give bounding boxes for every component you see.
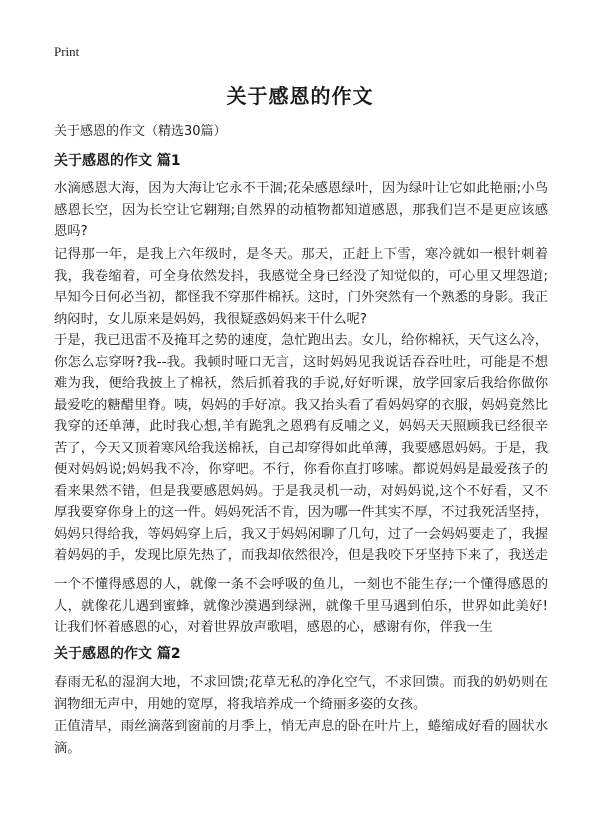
paragraph: 于是，我已迅雷不及掩耳之势的速度，急忙跑出去。女儿，给你棉袄，天气这么冷，你怎么忘穿呀?我--我。我顿时哑口无言，这时妈妈见我说话吞吞吐吐，可能是不想难为我，便给我披上了棉袄，然后抓着我的手说,好好听课，放学回家后我给你做你最爱吃的糖醋里脊。咦，妈妈的手好凉。我又抬头看了看妈妈穿的衣服，妈妈竟然比我穿的还单薄，此时我心想,羊有跪乳之恩鸦有反哺之义，妈妈天天照顾我已经很辛苦了，今天又顶着寒风给我送棉袄，自己却穿得如此单薄，我要感恩妈妈。于是，我便对妈妈说;妈妈我不冷，你穿吧。不行，你看你直打哆嗦。都说妈妈是最爱孩子的看来果然不错，但是我要感恩妈妈。于是我灵机一动，对妈妈说,这个不好看，又不厚我要穿你身上的这一件。妈妈死活不肯，因为哪一件其实不厚，不过我死活坚持，妈妈只得给我，等妈妈穿上后，我又于妈妈闲聊了几句，过了一会妈妈要走了，我握着妈妈的手，发现比原先热了，而我却依然很冷，但是我咬下牙坚持下来了，我送走 (54, 333, 548, 562)
paragraph: 春雨无私的湿润大地，不求回馈;花草无私的净化空气，不求回馈。而我的奶奶则在润物细无声中，用她的宽厚，将我培养成一个绮丽多姿的女孩。 (54, 675, 548, 712)
paragraph: 正值清早，雨丝滴落到窗前的月季上，悄无声息的卧在叶片上，蜷缩成好看的圆状水滴。 (54, 719, 548, 756)
print-label[interactable]: Print (54, 44, 80, 59)
document-subtitle: 关于感恩的作文（精选30篇） (54, 124, 227, 139)
section-heading-2: 关于感恩的作文 篇2 (54, 646, 181, 662)
document-title: 关于感恩的作文 (226, 84, 374, 108)
paragraph: 水滴感恩大海，因为大海让它永不干涸;花朵感恩绿叶，因为绿叶让它如此艳丽;小鸟感恩长空，因为长空让它翱翔;自然界的动植物都知道感恩，那我们岂不是更应该感恩吗? (54, 181, 548, 239)
section-heading-1: 关于感恩的作文 篇1 (54, 153, 181, 169)
paragraph: 记得那一年，是我上六年级时，是冬天。那天，正赶上下雪，寒冷就如一根针刺着我，我卷缩着，可全身依然发抖，我感觉全身已经没了知觉似的，可心里又埋怨道;早知今日何必当初，都怪我不穿那件棉袄。这时，门外突然有一个熟悉的身影。我正纳闷时，女儿原来是妈妈，我很疑惑妈妈来干什么呢? (54, 247, 548, 327)
paragraph: 一个不懂得感恩的人，就像一条不会呼吸的鱼儿，一刻也不能生存;一个懂得感恩的人，就像花儿遇到蜜蜂，就像沙漠遇到绿洲，就像千里马遇到伯乐，世界如此美好!让我们怀着感恩的心，对着世界放声歌唱，感恩的心，感谢有你，伴我一生 (54, 577, 548, 635)
